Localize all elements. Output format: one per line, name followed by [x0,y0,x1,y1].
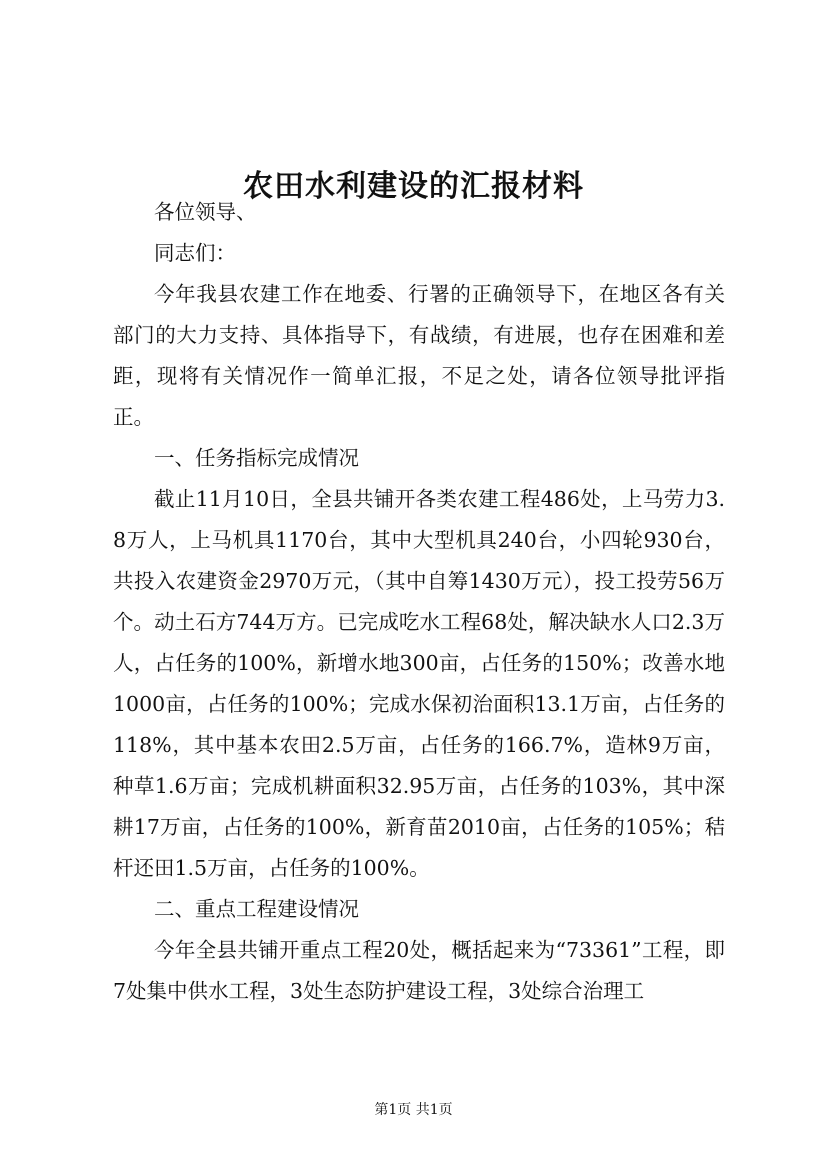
section-1-paragraph: 截止11月10日，全县共铺开各类农建工程486处，上马劳力3.8万人，上马机具1170台，其中大型机具240台，小四轮930台，共投入农建资金2970万元，（其中自筹1430万元），投工投劳56万个。动土石方744万方。已完成吃水工程68处，解决缺水人口2.3万人，占任务的100%，新增水地300亩，占任务的150%；改善水地1000亩，占任务的100%；完成水保初治面积13.1万亩，占任务的118%，其中基本农田2.5万亩，占任务的166.7%，造林9万亩，种草1.6万亩；完成机耕面积32.95万亩，占任务的103%，其中深耕17万亩，占任务的100%，新育苗2010亩，占任务的105%；秸杆还田1.5万亩，占任务的100%。 [113,487,725,880]
page-footer: 第1页 共1页 [374,1102,453,1118]
document-title: 农田水利建设的汇报材料 [243,169,584,205]
salutation-line-1: 各位领导、 [154,200,257,224]
section-heading-2: 二、重点工程建设情况 [154,897,359,921]
intro-paragraph: 今年我县农建工作在地委、行署的正确领导下，在地区各有关部门的大力支持、具体指导下，有战绩，有进展，也存在困难和差距，现将有关情况作一简单汇报，不足之处，请各位领导批评指正。 [113,282,725,429]
document-body [113,192,725,1012]
salutation-line-2: 同志们： [154,241,236,265]
section-2-paragraph: 今年全县共铺开重点工程20处，概括起来为“73361”工程，即7处集中供水工程，3处生态防护建设工程，3处综合治理工 [113,938,725,1003]
section-heading-1: 一、任务指标完成情况 [154,446,359,470]
